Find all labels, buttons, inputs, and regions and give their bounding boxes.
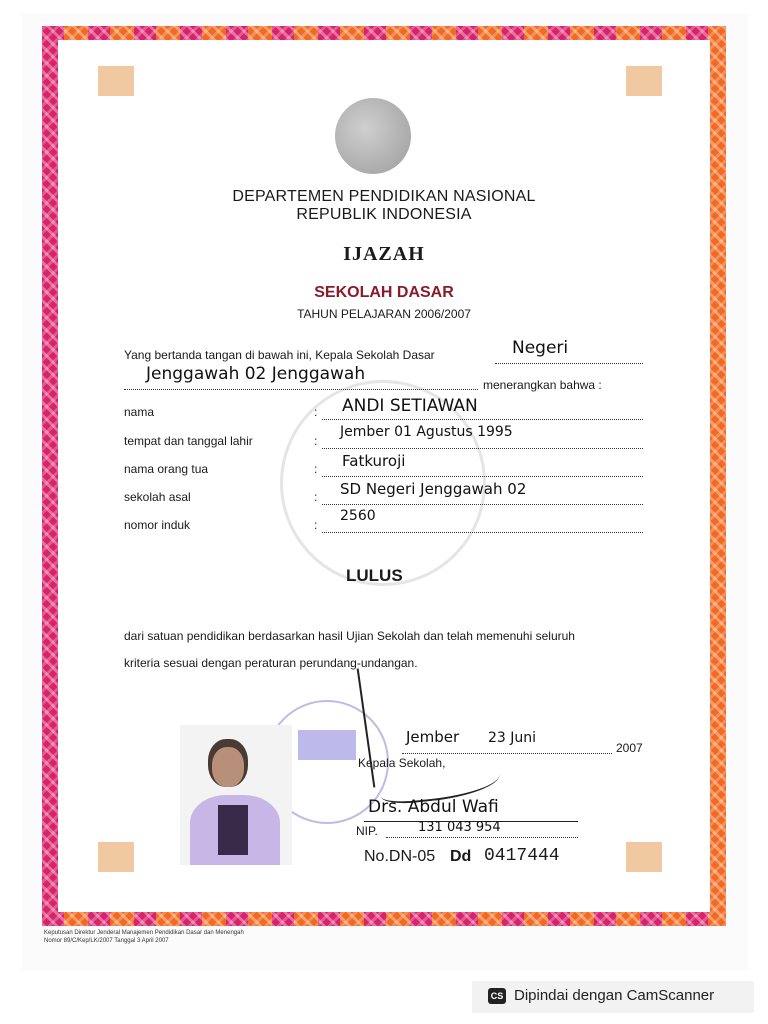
corner-ornament-bottom-left (98, 842, 134, 872)
field-colon: : (314, 462, 318, 476)
dotted-line (322, 503, 643, 505)
field-colon: : (314, 490, 318, 504)
result-status: LULUS (346, 566, 403, 585)
field-value-student-number: 2560 (340, 508, 376, 524)
serial-number: 0417444 (484, 846, 560, 866)
student-photo (180, 725, 292, 865)
dotted-line (124, 388, 478, 390)
field-label-name: nama (124, 405, 155, 419)
field-colon: : (314, 518, 318, 532)
serial-code: Dd (450, 848, 472, 865)
field-label-parent: nama orang tua (124, 462, 209, 476)
field-colon: : (314, 405, 318, 419)
nip-label: NIP. (356, 824, 378, 838)
school-status-value: Negeri (512, 338, 569, 358)
corner-ornament-top-left (98, 66, 134, 96)
stamp-ink (298, 730, 356, 760)
declares-text: menerangkan bahwa : (483, 378, 602, 392)
intro-text: Yang bertanda tangan di bawah ini, Kepala Sekolah Dasar (124, 348, 435, 362)
camscanner-label: Dipindai dengan CamScanner (514, 987, 715, 1004)
sign-place: Jember (406, 728, 460, 746)
sign-date: 23 Juni (488, 730, 537, 746)
field-value-name: ANDI SETIAWAN (342, 396, 478, 416)
school-type: SEKOLAH DASAR (314, 284, 454, 301)
photo-face (212, 747, 244, 787)
corner-ornament-top-right (626, 66, 662, 96)
embossed-seal (335, 98, 411, 174)
sign-role: Kepala Sekolah, (358, 756, 446, 770)
footnote-line-2: Nomor 89/C/Kep/LK/2007 Tanggal 3 April 2007 (44, 938, 169, 944)
footnote-line-1: Keputusan Direktur Jenderal Manajemen Pendidikan Dasar dan Menengah (44, 930, 244, 936)
dotted-line (322, 418, 643, 420)
field-value-birth: Jember 01 Agustus 1995 (340, 424, 513, 440)
camscanner-icon: CS (488, 988, 506, 1004)
field-colon: : (314, 434, 318, 448)
dotted-line (322, 447, 643, 449)
certificate-title: IJAZAH (343, 243, 425, 265)
academic-year: TAHUN PELAJARAN 2006/2007 (297, 307, 471, 321)
serial-prefix: No.DN-05 (364, 848, 436, 865)
field-label-birth: tempat dan tanggal lahir (124, 434, 253, 448)
field-label-student-number: nomor induk (124, 518, 191, 532)
dotted-line (495, 362, 643, 364)
field-value-origin-school: SD Negeri Jenggawah 02 (340, 480, 527, 498)
dotted-line (386, 836, 578, 838)
sign-year: 2007 (616, 741, 643, 755)
body-line-1: dari satuan pendidikan berdasarkan hasil Ujian Sekolah dan telah memenuhi seluruh (124, 629, 575, 643)
school-name-value: Jenggawah 02 Jenggawah (146, 364, 366, 384)
nip-value: 131 043 954 (418, 820, 501, 835)
principal-name: Drs. Abdul Wafi (368, 797, 499, 817)
body-line-2: kriteria sesuai dengan peraturan perundang-undangan. (124, 656, 418, 670)
photo-tie (218, 805, 248, 855)
dotted-line (402, 752, 612, 754)
department-line-2: REPUBLIK INDONESIA (296, 206, 472, 223)
dotted-line (322, 531, 643, 533)
corner-ornament-bottom-right (626, 842, 662, 872)
field-label-origin-school: sekolah asal (124, 490, 191, 504)
dotted-line (322, 475, 643, 477)
department-line-1: DEPARTEMEN PENDIDIKAN NASIONAL (232, 188, 536, 205)
field-value-parent: Fatkuroji (342, 452, 406, 470)
